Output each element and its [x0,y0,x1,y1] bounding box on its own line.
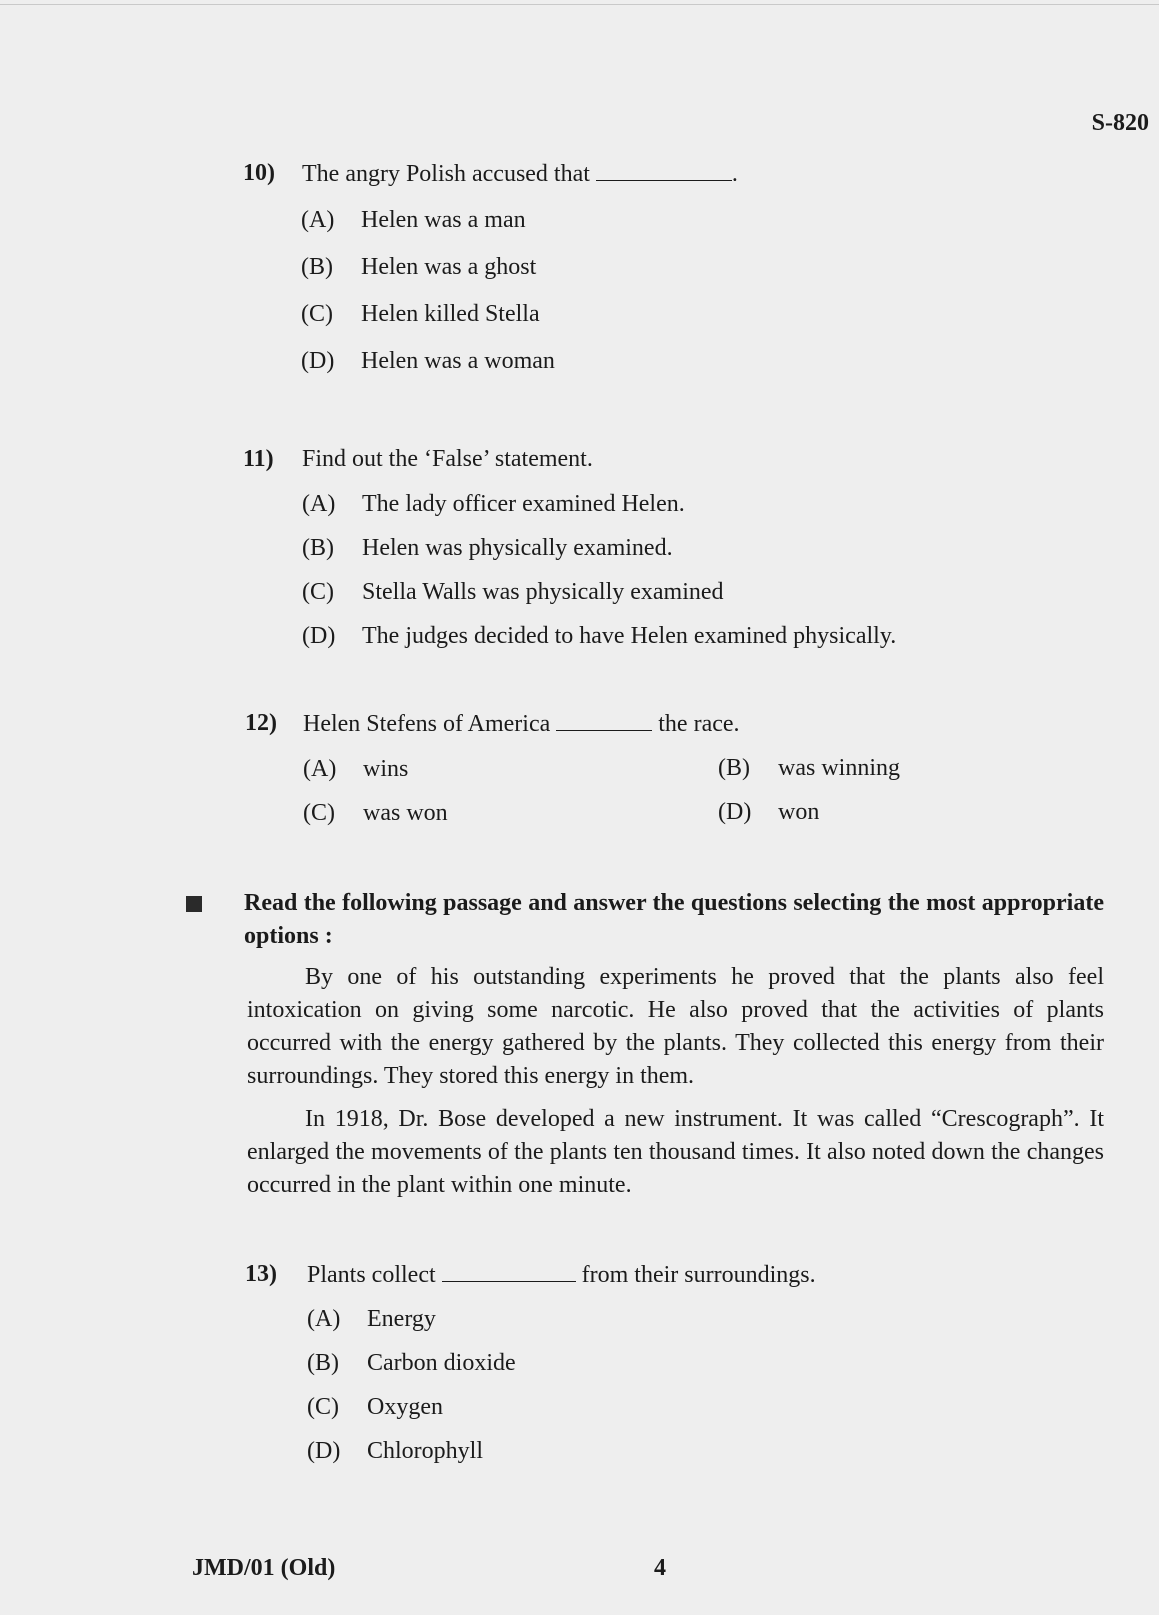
question-number: 10) [243,160,275,186]
passage-paragraph-1: By one of his outstanding experiments he proved that the plants also feel intoxication on giving some narcotic. He also proved that the activities of plants occurred with the energy gathered by the plants. They collected this energy from their surroundings. They stored this energy in them. [247,964,1104,1089]
question-stem: Plants collect from their surroundings. [307,1262,816,1288]
passage-paragraph-2: In 1918, Dr. Bose developed a new instrument. It was called “Crescograph”. It enlarged the movements of the plants ten thousand times. It also noted down the changes occurred in the plant within one minute. [247,1106,1104,1198]
question-number: 11) [243,446,274,472]
question-stem: Helen Stefens of America the race. [303,711,740,737]
passage-heading: Read the following passage and answer the questions selecting the most appropriate options : [244,890,1104,949]
paper-code-header: S-820 [1091,110,1149,136]
question-stem: The angry Polish accused that . [302,161,738,187]
top-rule [0,4,1159,5]
answer-blank [596,160,732,181]
square-bullet-icon [186,896,202,912]
answer-blank [556,710,652,731]
question-number: 12) [245,710,277,736]
footer-paper-code: JMD/01 (Old) [192,1555,336,1581]
question-number: 13) [245,1261,277,1287]
question-stem: Find out the ‘False’ statement. [302,446,593,472]
page-number: 4 [654,1555,666,1581]
answer-blank [442,1261,576,1282]
